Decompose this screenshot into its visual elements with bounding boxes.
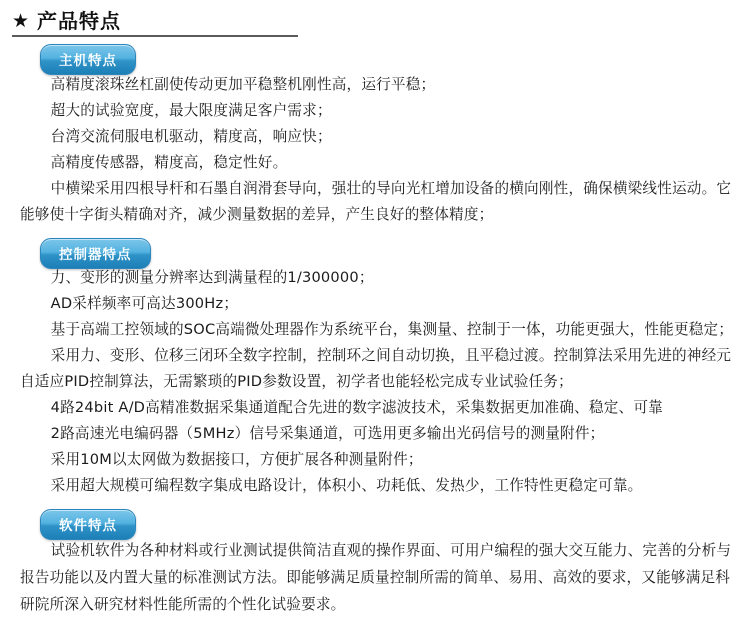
paragraph: 高精度滚珠丝杠副使传动更加平稳整机刚性高，运行平稳； [50, 76, 436, 93]
page-header [0, 0, 750, 34]
paragraph: 超大的试验宽度，最大限度满足客户需求； [50, 102, 332, 119]
paragraph: 2路高速光电编码器（5MHz）信号采集通道，可选用更多输出光码信号的测量附件； [50, 425, 605, 442]
star-icon: ★ [12, 9, 30, 32]
title-divider [12, 35, 298, 37]
paragraph: 高精度传感器，精度高，稳定性好。 [50, 154, 288, 171]
section-heading-host: 主机特点 [40, 44, 136, 75]
software-features-body [0, 537, 750, 618]
controller-features-body [0, 265, 750, 499]
section-host-features [0, 34, 750, 70]
paragraph: 采用10M以太网做为数据接口，方便扩展各种测量附件； [50, 451, 423, 468]
section-controller-features [0, 228, 750, 264]
paragraph: 试验机软件为各种材料或行业测试提供简洁直观的操作界面、可用户编程的强大交互能力、完善的分析与报告功能以及内置大量的标准测试方法。即能够满足质量控制所需的简单、易用、高效的要求，又能够满足科研院所深入研究材料性能所需的个性化试验要求。 [20, 542, 732, 613]
page-title: 产品特点 [37, 9, 122, 33]
section-heading-software: 软件特点 [40, 509, 136, 540]
paragraph: 台湾交流伺服电机驱动，精度高，响应快； [50, 128, 332, 145]
paragraph: AD采样频率可高达300Hz； [50, 295, 239, 312]
section-software-features [0, 499, 750, 535]
host-features-body [0, 72, 750, 228]
paragraph: 4路24bit A/D高精准数据采集通道配合先进的数字滤波技术，采集数据更加准确、稳定、可靠 [50, 399, 663, 416]
section-heading-controller: 控制器特点 [40, 238, 151, 269]
paragraph: 采用超大规模可编程数字集成电路设计，体积小、功耗低、发热少，工作特性更稳定可靠。 [50, 477, 643, 494]
paragraph: 力、变形的测量分辨率达到满量程的1/300000； [50, 269, 374, 286]
paragraph: 基于高端工控领域的SOC高端微处理器作为系统平台，集测量、控制于一体，功能更强大，性能更稳定； [50, 321, 734, 338]
paragraph: 采用力、变形、位移三闭环全数字控制，控制环之间自动切换，且平稳过渡。控制算法采用先进的神经元自适应PID控制算法，无需繁琐的PID参数设置，初学者也能轻松完成专业试验任务； [20, 347, 732, 390]
paragraph: 中横梁采用四根导杆和石墨自润滑套导向，强壮的导向光杠增加设备的横向刚性，确保横梁线性运动。它能够使十字街头精确对齐，减少测量数据的差异，产生良好的整体精度； [20, 180, 732, 223]
